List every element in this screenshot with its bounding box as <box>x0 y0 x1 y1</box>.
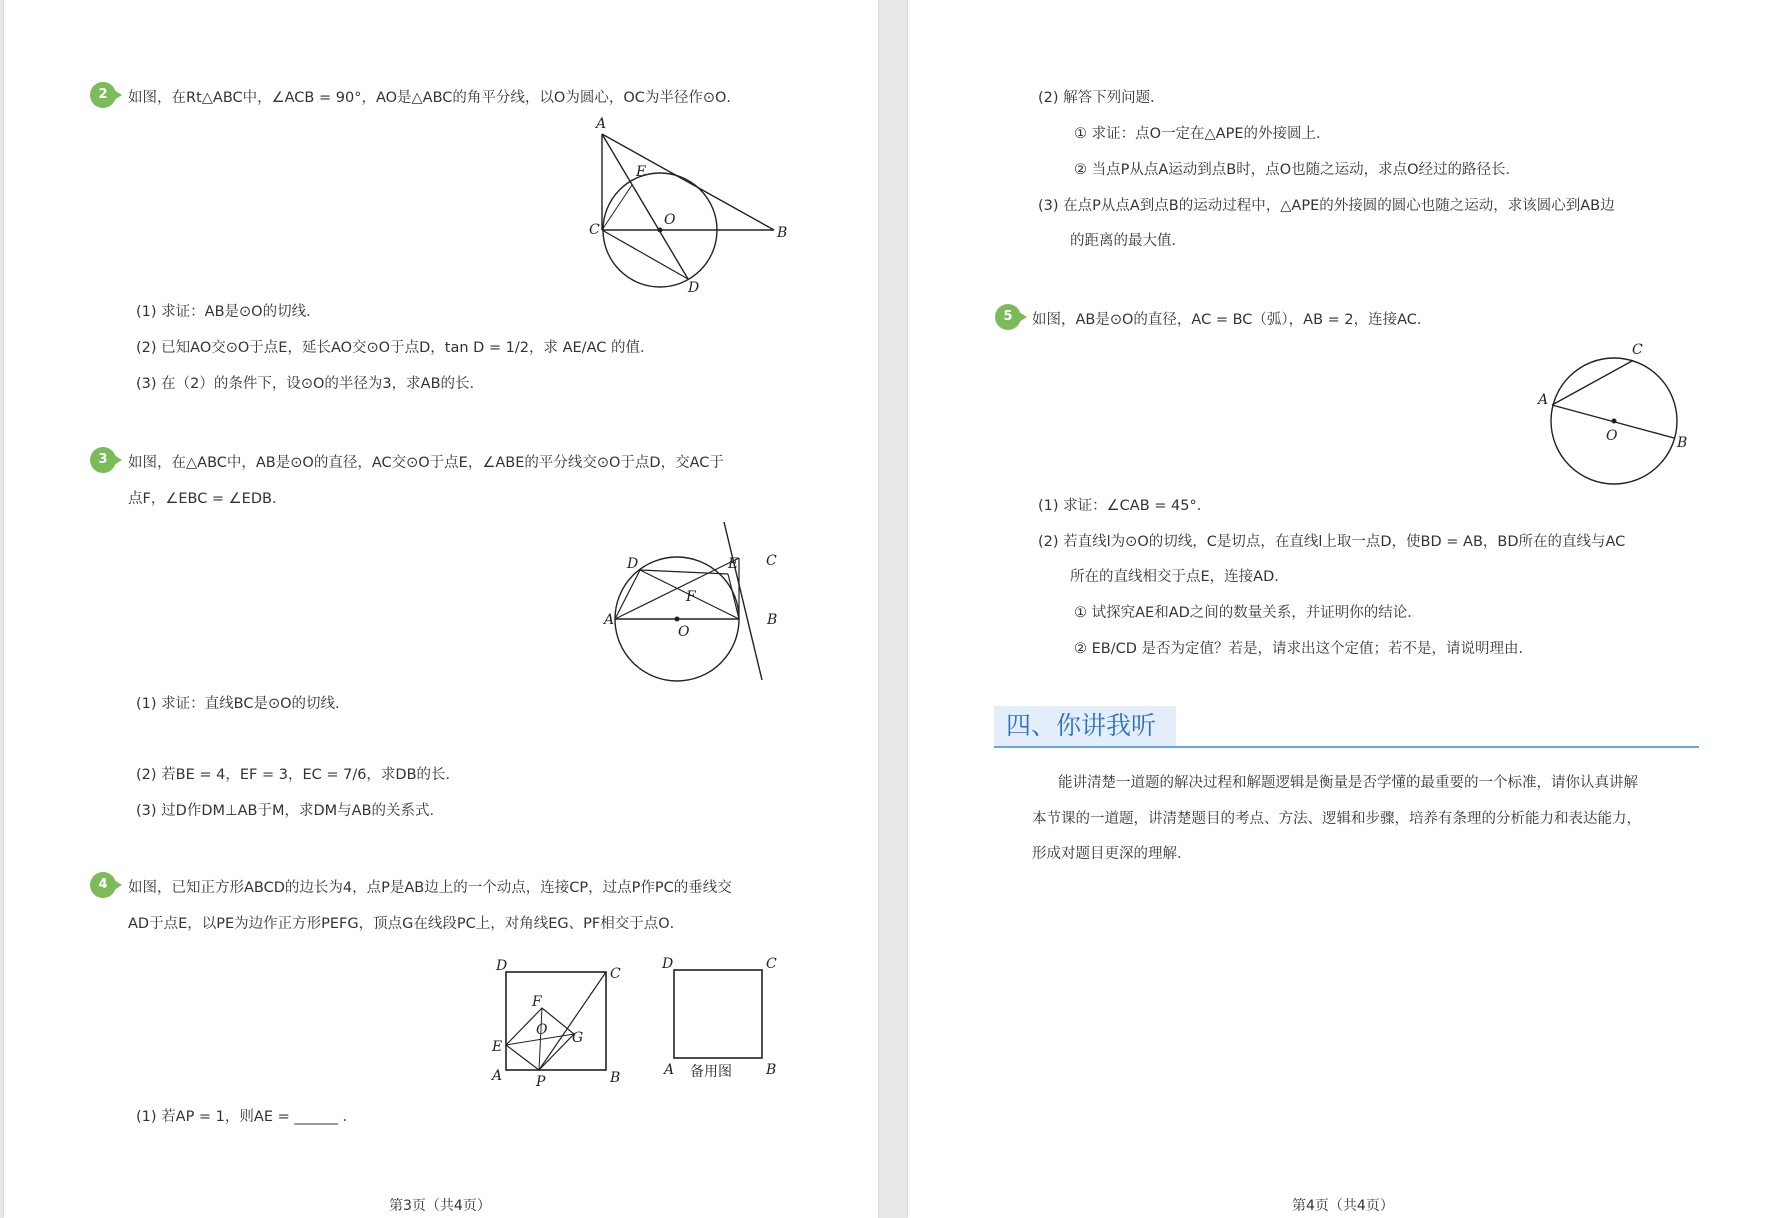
q2-label-B: B <box>777 225 788 241</box>
q3-stem-line1: 如图，在△ABC中，AB是⊙O的直径，AC交⊙O于点E，∠ABE的平分线交⊙O于点D，交AC于 <box>128 455 724 471</box>
q4-stem-line1: 如图，已知正方形ABCD的边长为4，点P是AB边上的一个动点，连接CP，过点P作PC的垂线交 <box>128 880 732 896</box>
q2-part-2: (2) 已知AO交⊙O于点E，延长AO交⊙O于点D，tan D = 1/2，求 AE/AC 的值． <box>136 340 655 356</box>
question-3-badge: 3 <box>90 447 116 473</box>
q4-part-1: (1) 若AP = 1，则AE = ______ ． <box>136 1109 357 1125</box>
q4-label-E: E <box>492 1039 503 1055</box>
question-4-badge: 4 <box>90 872 116 898</box>
section-4-header <box>994 706 1699 748</box>
page-3-footer: 第3页（共4页） <box>389 1198 491 1214</box>
q5-part-2-line2: 所在的直线相交于点E，连接AD． <box>1070 569 1289 585</box>
q4-label-D: D <box>496 958 508 974</box>
q2-part-1: (1) 求证：AB是⊙O的切线． <box>136 304 321 320</box>
q4-cont-sub-2: ② 当点P从点A运动到点B时，点O也随之运动，求点O经过的路径长． <box>1074 162 1521 178</box>
q5-sub-2: ② EB/CD 是否为定值？若是，请求出这个定值；若不是，请说明理由． <box>1074 641 1533 657</box>
q5-label-O: O <box>1606 428 1618 444</box>
q3-figure <box>604 518 794 683</box>
q3-label-B: B <box>767 612 778 628</box>
q4-spare-caption: 备用图 <box>690 1064 732 1080</box>
page-4 <box>908 0 1785 1218</box>
q4-figure-spare <box>652 950 792 1090</box>
q3-part-3: (3) 过D作DM⊥AB于M，求DM与AB的关系式． <box>136 803 445 819</box>
q3-label-A: A <box>604 612 615 628</box>
q5-label-C: C <box>1632 342 1643 358</box>
q3-part-1: (1) 求证：直线BC是⊙O的切线． <box>136 696 350 712</box>
q3-label-D: D <box>627 556 639 572</box>
section-4-body-line2: 本节课的一道题，讲清楚题目的考点、方法、逻辑和步骤，培养有条理的分析能力和表达能力， <box>1032 811 1641 827</box>
q2-label-D: D <box>688 280 700 296</box>
question-2-badge: 2 <box>90 82 116 108</box>
q4-cont-part-3-line2: 的距离的最大值． <box>1070 233 1186 249</box>
q4-spare-label-C: C <box>766 956 777 972</box>
q5-sub-1: ① 试探究AE和AD之间的数量关系，并证明你的结论． <box>1074 605 1422 621</box>
q4-spare-label-A: A <box>664 1062 675 1078</box>
section-4-title: 四、你讲我听 <box>994 706 1176 746</box>
q2-part-3: (3) 在（2）的条件下，设⊙O的半径为3，求AB的长． <box>136 376 485 392</box>
page-3 <box>4 0 878 1218</box>
q4-label-F: F <box>532 994 542 1010</box>
q4-label-O: O <box>536 1022 548 1038</box>
q4-figure-main <box>484 950 634 1090</box>
q2-figure <box>584 112 794 297</box>
q3-label-E: E <box>728 556 739 572</box>
q2-label-C: C <box>589 222 600 238</box>
q4-stem-line2: AD于点E，以PE为边作正方形PEFG，顶点G在线段PC上，对角线EG、PF相交于点O． <box>128 916 685 932</box>
q5-figure <box>1522 340 1692 490</box>
q5-label-A: A <box>1538 392 1549 408</box>
q4-cont-sub-1: ① 求证：点O一定在△APE的外接圆上． <box>1074 126 1331 142</box>
q2-label-E: E <box>636 164 647 180</box>
q3-stem-line2: 点F，∠EBC = ∠EDB． <box>128 491 287 507</box>
q4-cont-part-2: (2) 解答下列问题． <box>1038 90 1165 106</box>
q5-part-1: (1) 求证：∠CAB = 45°． <box>1038 498 1212 514</box>
q3-part-2: (2) 若BE = 4，EF = 3，EC = 7/6，求DB的长． <box>136 767 461 783</box>
section-4-body-line1: 能讲清楚一道题的解决过程和解题逻辑是衡量是否学懂的最重要的一个标准，请你认真讲解 <box>1058 775 1638 791</box>
q3-label-C: C <box>766 553 777 569</box>
q4-label-P: P <box>536 1074 546 1090</box>
q4-label-G: G <box>572 1030 584 1046</box>
q3-label-O: O <box>678 624 690 640</box>
q5-part-2: (2) 若直线l为⊙O的切线，C是切点，在直线l上取一点D，使BD = AB，BD所在的直线与AC <box>1038 534 1626 550</box>
q2-label-A: A <box>596 116 607 132</box>
section-4-body-line3: 形成对题目更深的理解． <box>1032 846 1192 862</box>
q4-label-B: B <box>610 1070 621 1086</box>
q4-label-C: C <box>610 966 621 982</box>
q4-spare-label-D: D <box>662 956 674 972</box>
q3-label-F: F <box>686 589 696 605</box>
q4-spare-label-B: B <box>766 1062 777 1078</box>
q2-label-O: O <box>664 212 676 228</box>
q4-label-A: A <box>492 1068 503 1084</box>
q5-label-B: B <box>1677 435 1688 451</box>
q5-stem: 如图，AB是⊙O的直径，AC = BC（弧），AB = 2，连接AC． <box>1032 312 1432 328</box>
question-5-badge: 5 <box>995 304 1021 330</box>
q2-stem: 如图，在Rt△ABC中，∠ACB = 90°，AO是△ABC的角平分线，以O为圆心，OC为半径作⊙O． <box>128 90 741 106</box>
page-4-footer: 第4页（共4页） <box>1292 1198 1394 1214</box>
q4-cont-part-3: (3) 在点P从点A到点B的运动过程中，△APE的外接圆的圆心也随之运动，求该圆心到AB边 <box>1038 198 1615 214</box>
